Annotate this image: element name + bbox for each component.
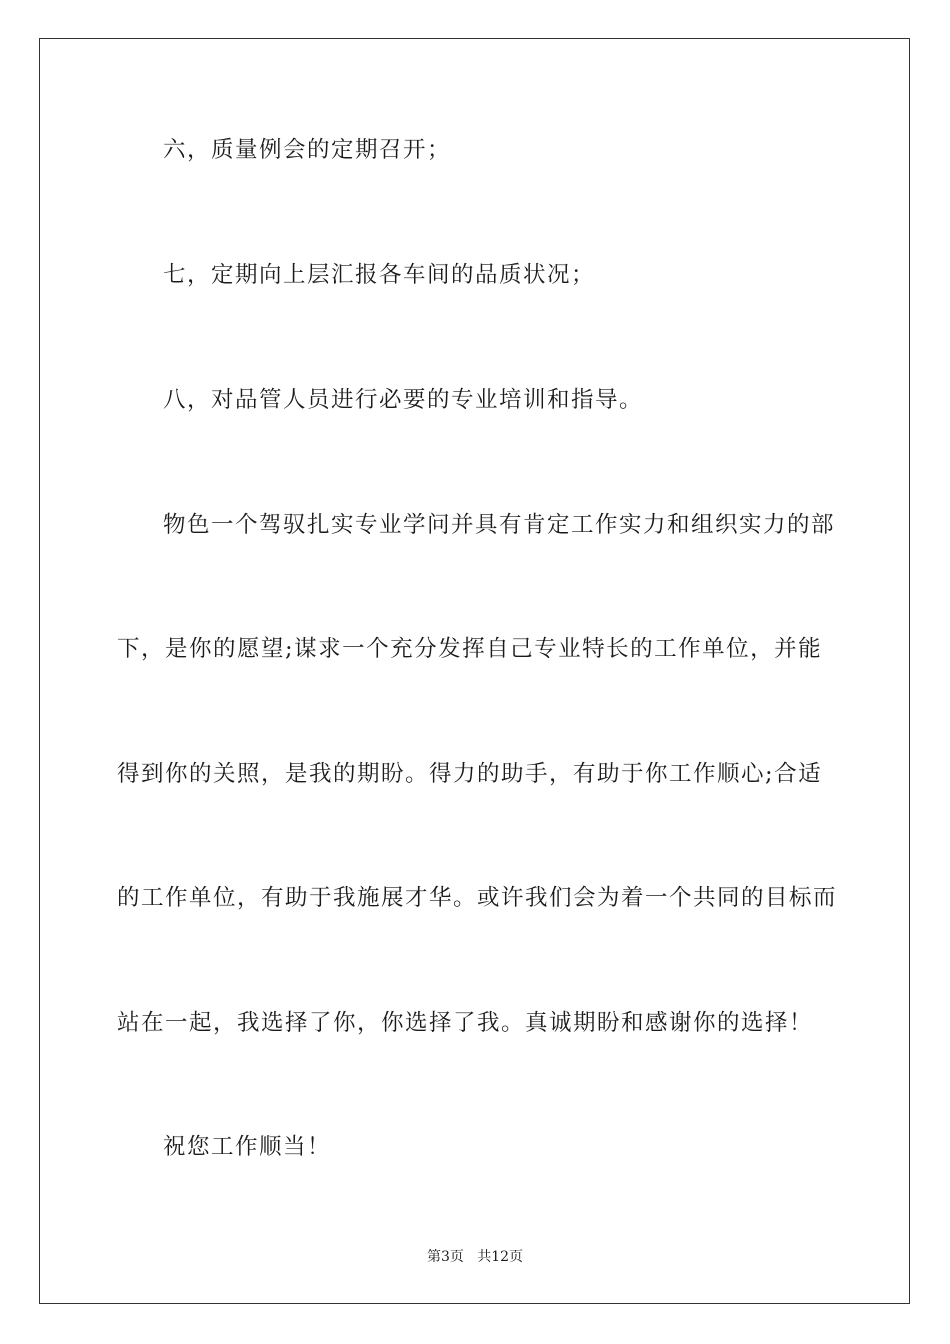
paragraph-line-5: 站在一起，我选择了你，你选择了我。真诚期盼和感谢你的选择！ xyxy=(117,1010,814,1036)
page-border xyxy=(39,38,910,1304)
paragraph-line-2: 下，是你的愿望;谋求一个充分发挥自己专业特长的工作单位，并能 xyxy=(117,636,823,662)
paragraph-line-3: 得到你的关照，是我的期盼。得力的助手，有助于你工作顺心;合适 xyxy=(117,761,823,787)
page-number-footer: 第3页 共12页 xyxy=(426,1249,524,1265)
list-item-six: 六，质量例会的定期召开； xyxy=(163,137,452,163)
list-item-eight: 八，对品管人员进行必要的专业培训和指导。 xyxy=(163,387,644,413)
list-item-seven: 七，定期向上层汇报各车间的品质状况； xyxy=(163,262,596,288)
paragraph-line-1: 物色一个驾驭扎实专业学问并具有肯定工作实力和组织实力的部 xyxy=(163,512,836,538)
closing-wish: 祝您工作顺当！ xyxy=(163,1134,332,1160)
paragraph-line-4: 的工作单位，有助于我施展才华。或许我们会为着一个共同的目标而 xyxy=(117,885,838,911)
